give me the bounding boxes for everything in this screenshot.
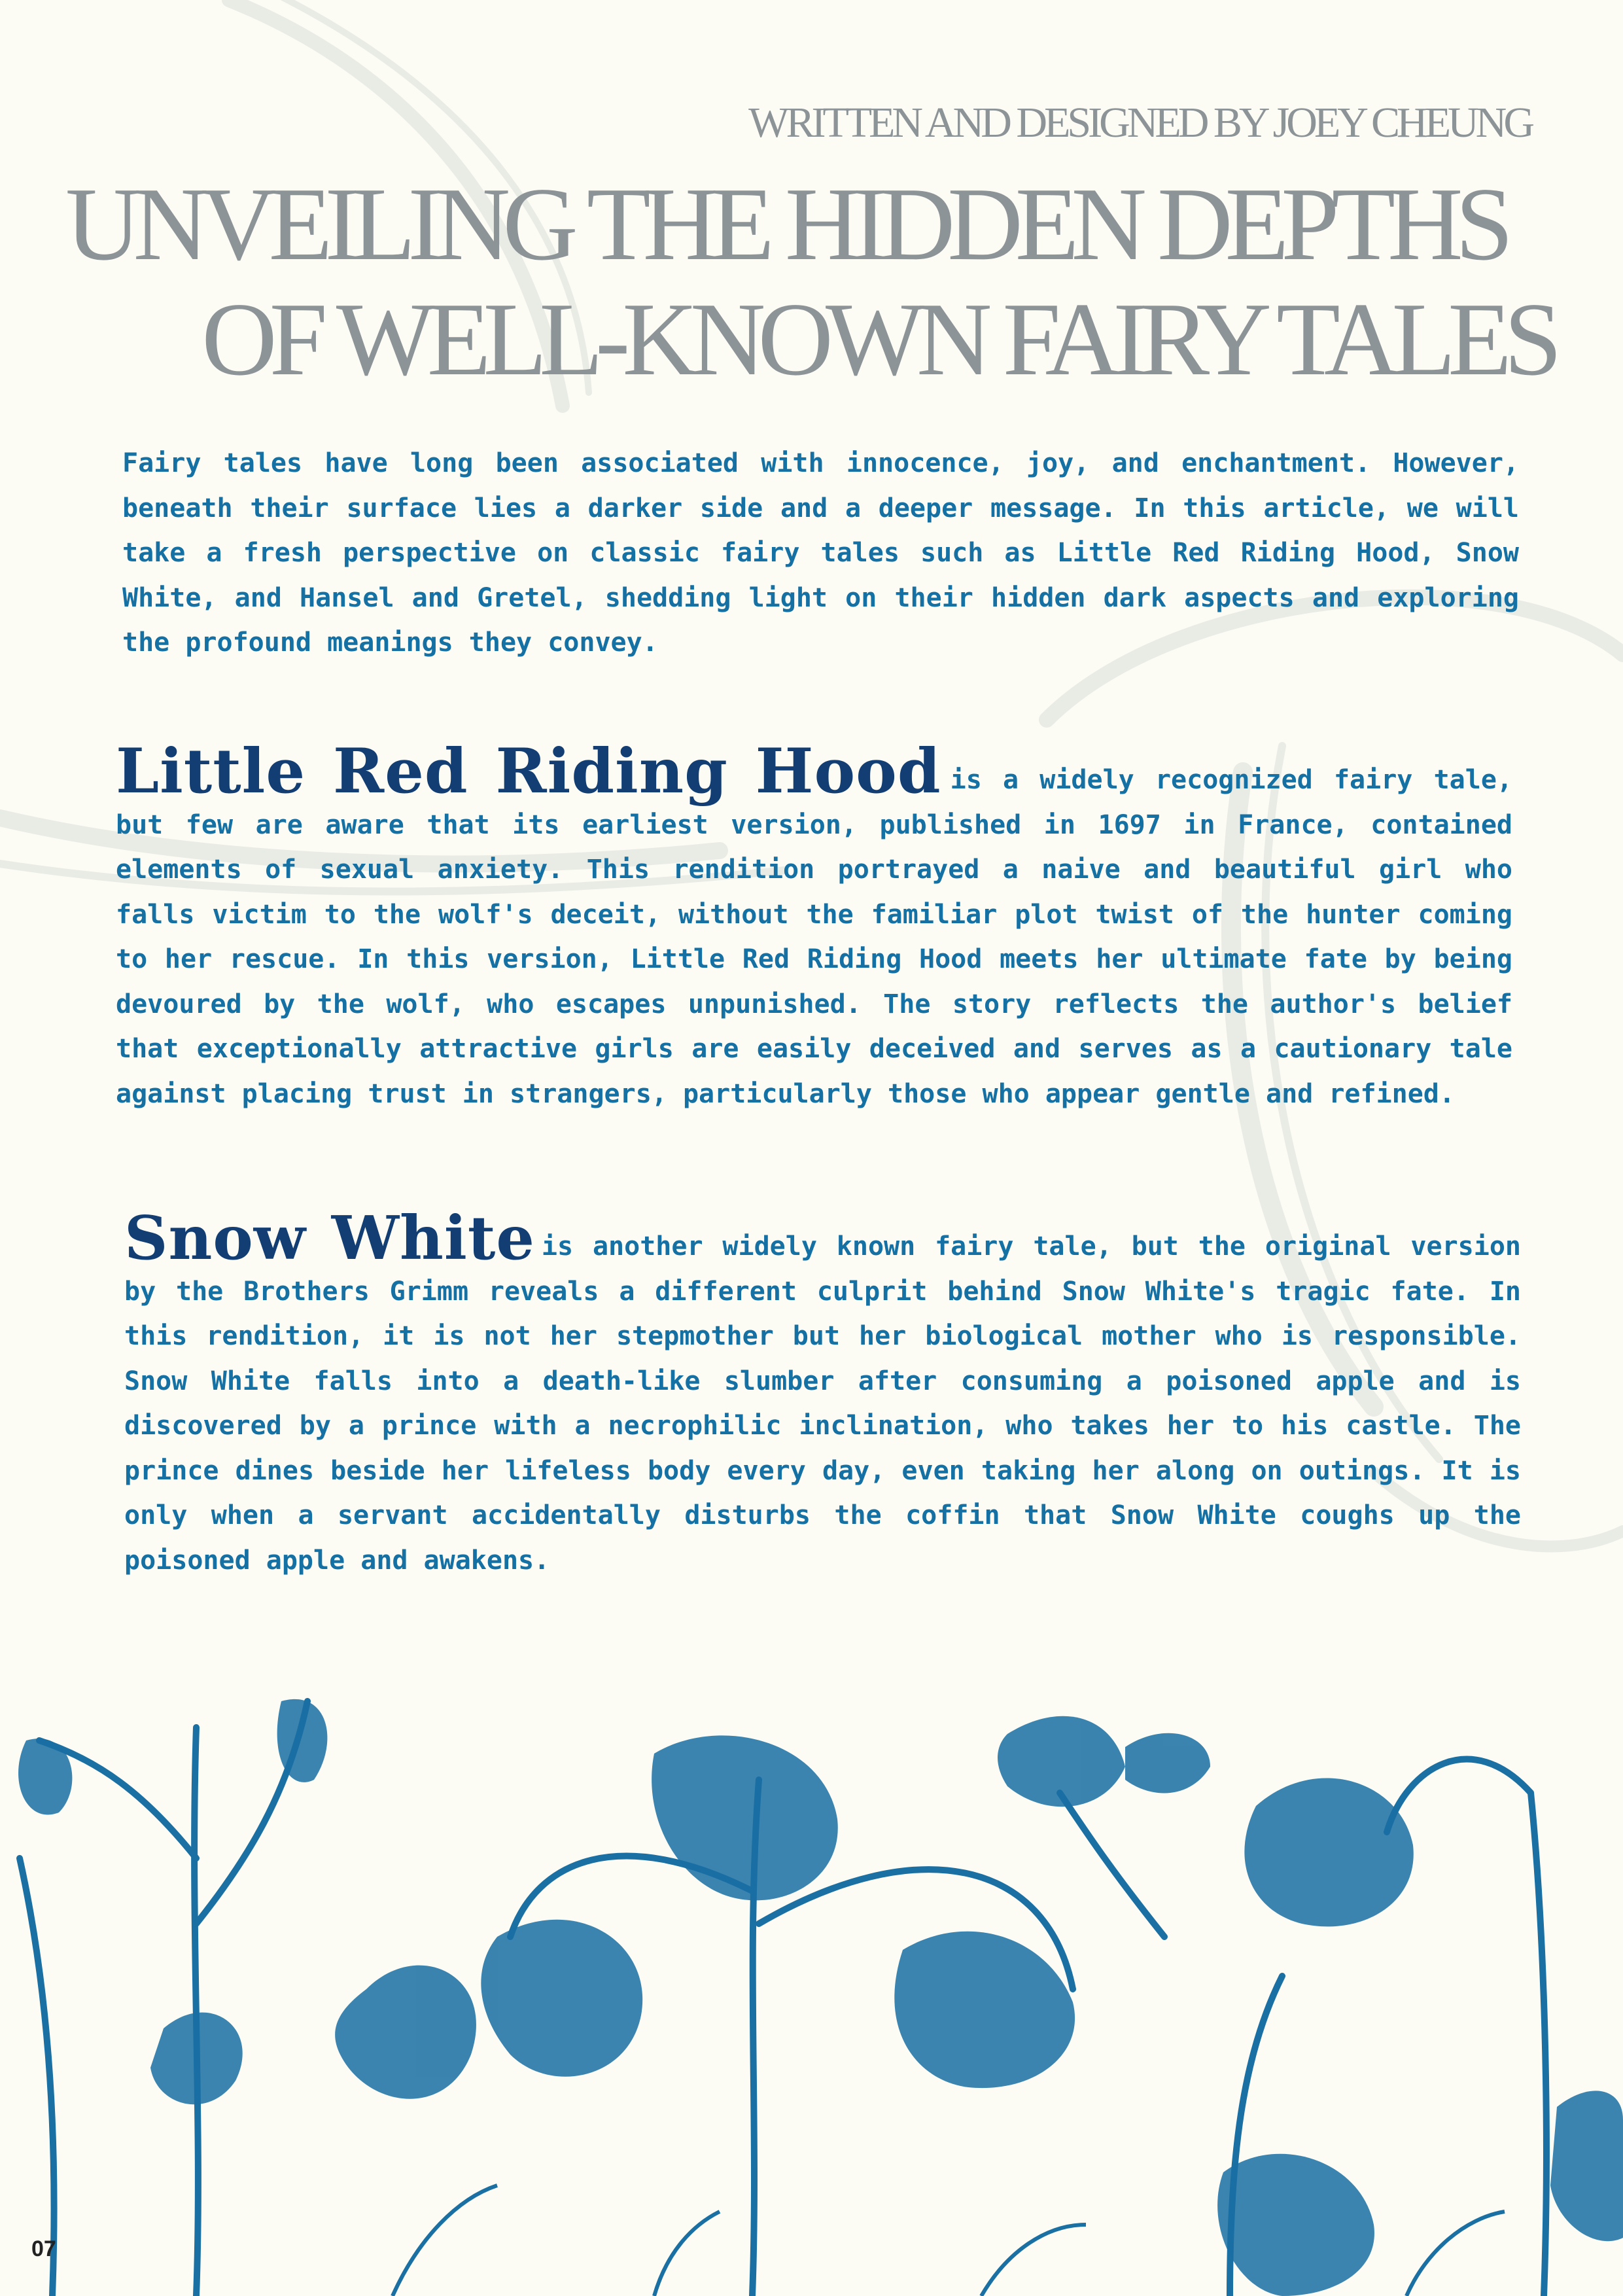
section-body: is a widely recognized fairy tale, but few are aware that its earliest version, published in 1697 in France, contained elements of sexual anxiety. This rendition portrayed a naive and beautiful girl who falls victim to the wolf's deceit, without the familiar plot twist of the hunter coming to her rescue. In this version, Little Red Riding Hood meets her ultimate fate by being devoured by the wolf, who escapes unpunished. The story reflects the author's belief that exceptionally attractive girls are easily deceived and serves as a cautionary tale against placing trust in strangers, particularly those who appear gentle and refined.: [116, 765, 1512, 1109]
section-heading: Little Red Riding Hood: [116, 735, 941, 807]
section-little-red-riding-hood: [116, 735, 1512, 1116]
page-number: 07: [31, 2236, 56, 2261]
article-title-line-2: OF WELL-KNOWN FAIRY TALES: [201, 281, 1554, 397]
byline: WRITTEN AND DESIGNED BY JOEY CHEUNG: [748, 99, 1531, 147]
article-title-line-1: UNVEILING THE HIDDEN DEPTHS: [65, 166, 1506, 282]
section-snow-white: [124, 1203, 1521, 1583]
section-heading: Snow White: [124, 1203, 535, 1273]
botanical-lily-butterfly-illustration: [0, 1662, 1623, 2296]
section-body: is another widely known fairy tale, but the original version by the Brothers Grimm reveals a different culprit behind Snow White's tragic fate. In this rendition, it is not her stepmother but her biological mother who is responsible. Snow White falls into a death-like slumber after consuming a poisoned apple and is discovered by a prince with a necrophilic inclination, who takes her to his castle. The prince dines beside her lifeless body every day, even taking her along on outings. It is only when a servant accidentally disturbs the coffin that Snow White coughs up the poisoned apple and awakens.: [124, 1231, 1521, 1576]
intro-paragraph: Fairy tales have long been associated with innocence, joy, and enchantment. However, beneath their surface lies a darker side and a deeper message. In this article, we will take a fresh perspective on classic fairy tales such as Little Red Riding Hood, Snow White, and Hansel and Gretel, shedding light on their hidden dark aspects and exploring the profound meanings they convey.: [122, 448, 1519, 658]
